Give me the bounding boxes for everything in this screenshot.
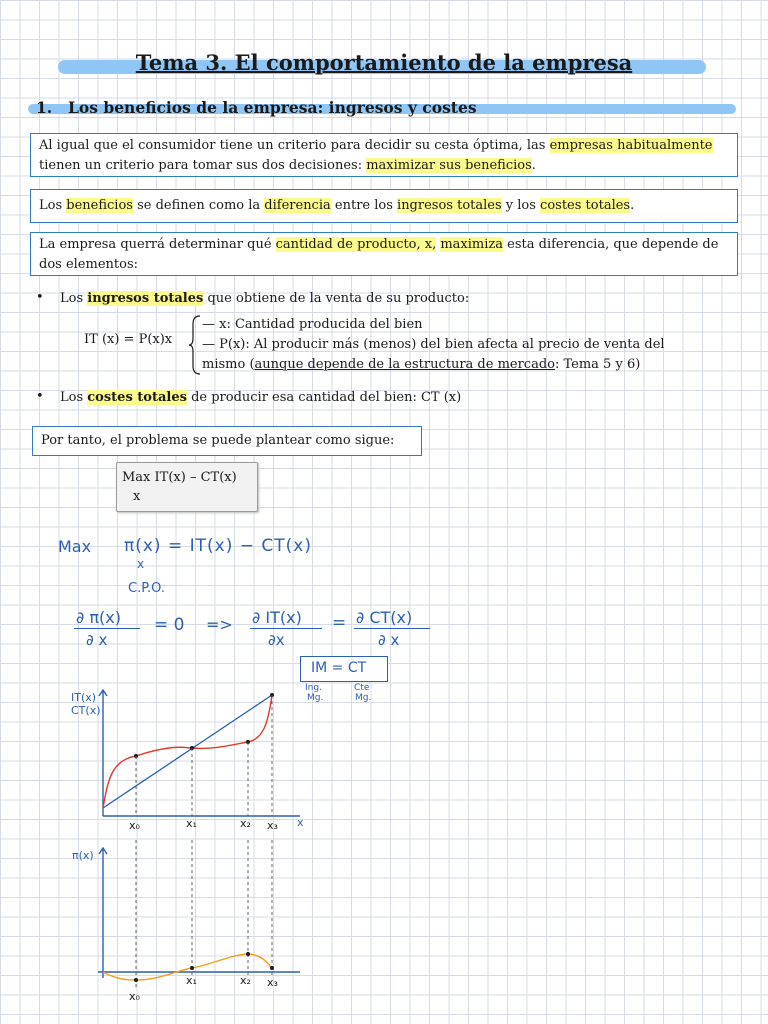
text: tienen un criterio para tomar sus dos decisiones: (39, 158, 367, 173)
foc-implies: => (206, 615, 233, 634)
profit-point-x0 (134, 978, 138, 982)
text: . (531, 158, 536, 173)
text: Los (39, 198, 67, 213)
highlight-diferencia: diferencia (264, 198, 331, 213)
profit-point-x1 (190, 966, 194, 970)
it-line (103, 695, 272, 808)
def-px: — P(x): Al producir más (menos) del bien afecta al precio de venta del (202, 337, 665, 352)
highlight-ingresos: ingresos totales (397, 198, 502, 213)
text: que obtiene de la venta de su producto: (203, 291, 470, 306)
tick-x1: x₁ (186, 974, 197, 987)
hw-objective: π(x) = IT(x) − CT(x) (124, 536, 312, 556)
revenue-cost-graph (60, 684, 320, 834)
foc-lhs-bar (74, 628, 140, 629)
foc-eq: = (332, 613, 347, 633)
highlight-empresas: empresas habitualmente (549, 138, 713, 153)
text: La empresa querrá determinar qué (39, 237, 276, 252)
text: Los (60, 390, 88, 405)
curly-brace (188, 314, 202, 376)
text: . (630, 198, 635, 213)
foc-ct-den: ∂ x (378, 631, 400, 649)
profit-point-x3 (270, 966, 274, 970)
cte-mg-2: Mg. (355, 693, 372, 703)
text: esta diferencia, que depende de (503, 237, 719, 252)
profit-graph (60, 840, 320, 1008)
bullet-dot: • (36, 290, 44, 305)
im-ct-text: IM = CT (311, 660, 367, 676)
foc-it-den: ∂x (268, 631, 285, 649)
hw-sub-x: x (137, 557, 145, 571)
page-title: Tema 3. El comportamiento de la empresa (135, 50, 633, 75)
hw-cpo: C.P.O. (128, 581, 165, 596)
bullet-ingresos (60, 289, 469, 309)
y-axis (99, 848, 107, 978)
definition-box (30, 189, 738, 223)
cte-mg-1: Cte (354, 683, 370, 693)
max-problem-box (116, 462, 258, 512)
foc-lhs-num: ∂ π(x) (76, 608, 121, 627)
text: mismo ( (202, 357, 255, 372)
text: Por tanto, el problema se puede plantear como sigue: (41, 433, 395, 448)
section-number: 1. (36, 98, 53, 117)
foc-it-num: ∂ IT(x) (252, 608, 302, 627)
def-px-cont (202, 355, 640, 375)
tick-x1: x₁ (186, 817, 197, 830)
tick-x3: x₃ (267, 819, 278, 832)
tick-x2: x₂ (240, 817, 251, 830)
text: y los (501, 198, 541, 213)
hw-max: Max (58, 537, 92, 556)
decision-box (30, 232, 738, 276)
text: Al igual que el consumidor tiene un criterio para decidir su cesta óptima, las (39, 138, 550, 153)
highlight-maximiza: maximiza (440, 237, 504, 252)
problem-box (32, 426, 422, 456)
im-ct-box (300, 656, 388, 682)
section-heading (36, 98, 477, 117)
highlight-beneficios: beneficios (66, 198, 133, 213)
max-line1: Max IT(x) – CT(x) (122, 470, 237, 485)
graph-top-ylabel-2: CT(x) (71, 704, 101, 717)
tick-x3: x₃ (267, 976, 278, 989)
intro-box (30, 133, 738, 177)
text: : Tema 5 y 6) (554, 357, 641, 372)
graph-top-ylabel-1: IT(x) (71, 691, 97, 704)
tick-x0: x₀ (129, 990, 140, 1003)
underlined-text: aunque depende de la estructura de mercado (254, 357, 555, 372)
foc-it-bar (250, 628, 322, 629)
highlight-maximizar: maximizar sus beneficios (366, 158, 532, 173)
text: dos elementos: (39, 257, 138, 272)
profit-point-x2 (246, 952, 250, 956)
bullet-dot: • (36, 389, 44, 404)
foc-ct-bar (354, 628, 430, 629)
foc-eq-zero: = 0 (154, 615, 185, 635)
foc-lhs-den: ∂ x (86, 631, 108, 649)
graph-bottom-ylabel: π(x) (72, 849, 94, 862)
it-formula: IT (x) = P(x)x (84, 332, 173, 347)
highlight-costes: costes totales (540, 198, 631, 213)
x-axis-label: x (297, 816, 304, 829)
tick-x0: x₀ (129, 819, 140, 832)
highlight-cantidad: cantidad de producto, x, (275, 237, 437, 252)
max-line2: x (133, 489, 141, 504)
bullet-costes (60, 388, 461, 408)
def-x: — x: Cantidad producida del bien (202, 317, 423, 332)
highlight-ingresos-totales: ingresos totales (87, 291, 204, 306)
tick-x2: x₂ (240, 974, 251, 987)
foc-ct-num: ∂ CT(x) (356, 608, 413, 627)
ing-mg-2: Mg. (307, 693, 324, 703)
ing-mg-1: Ing. (305, 683, 322, 693)
text: de producir esa cantidad del bien: CT (x) (186, 390, 462, 405)
text: se definen como la (132, 198, 265, 213)
text: entre los (330, 198, 398, 213)
highlight-costes-totales: costes totales (87, 390, 187, 405)
text: Los (60, 291, 88, 306)
section-label: Los beneficios de la empresa: ingresos y costes (68, 98, 477, 117)
